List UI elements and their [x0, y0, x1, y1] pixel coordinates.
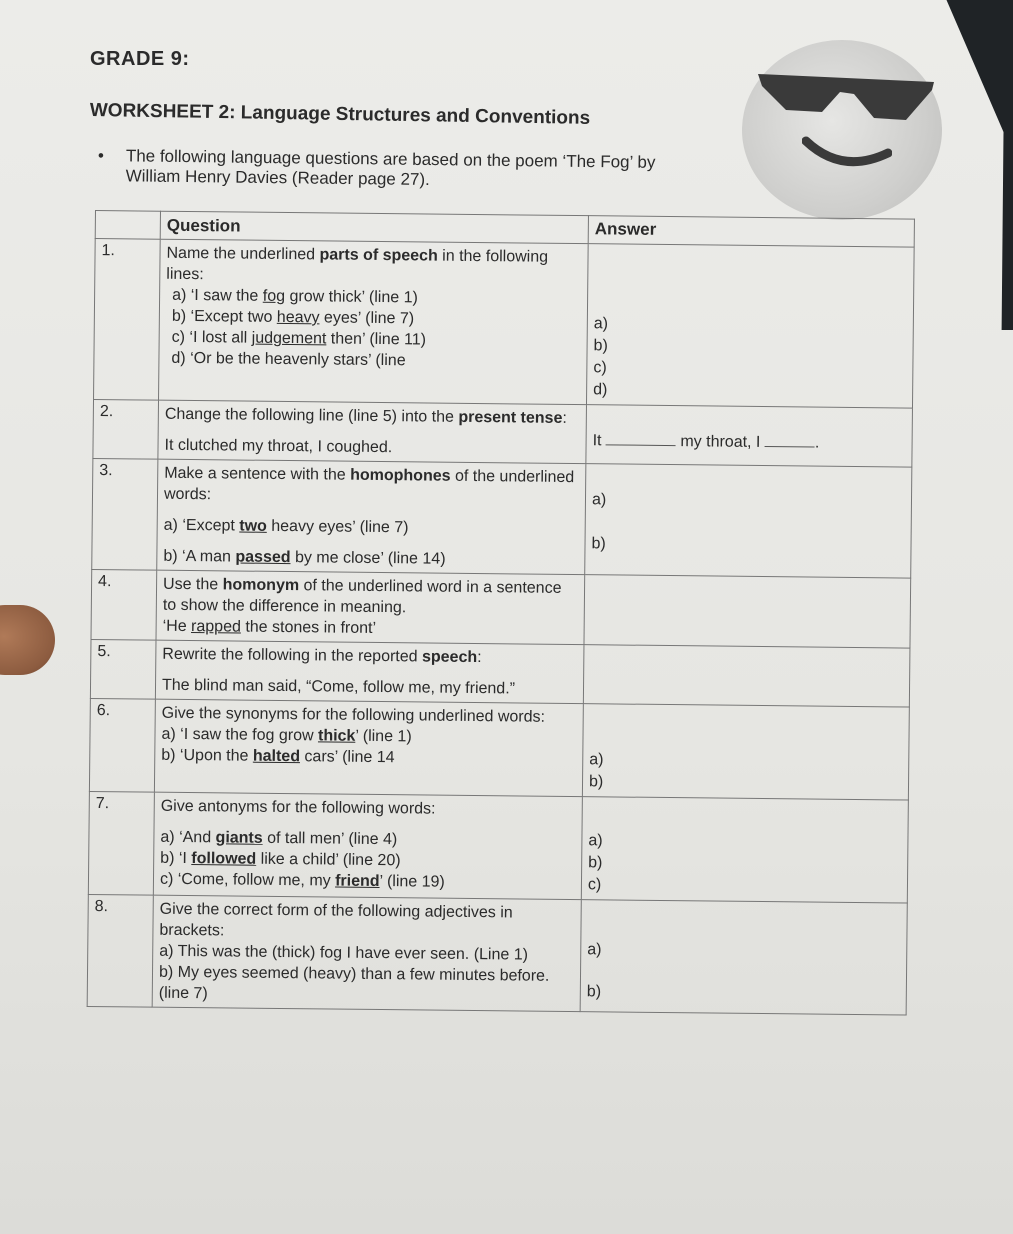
quote-line: ‘He rapped the stones in front’: [162, 617, 377, 637]
question-text: Name the underlined parts of speech in the following lines: a) ‘I saw the fog grow thick’ (line 1) b) ‘Except two heavy eyes’ (line 7) c) ‘I lost all judgement then’ (line 11) d) ‘Or be the heavenly stars’ (line: [159, 239, 589, 404]
answer-cell[interactable]: [581, 797, 908, 903]
answer-label: a): [587, 941, 602, 959]
question-number: 5.: [90, 639, 156, 699]
source-line: It clutched my throat, I coughed.: [164, 436, 393, 457]
answer-label: a): [591, 491, 607, 509]
question-text: Make a sentence with the homophones of the underlined words: a) ‘Except two heavy eyes’ (line 7) b) ‘A man passed by me close’ (line 14): [157, 459, 586, 574]
sub-question-a: a) ‘And giants of tall men’ (line 4): [160, 828, 398, 849]
source-line: The blind man said, “Come, follow me, my friend.”: [161, 676, 516, 698]
sub-question-a: a) ‘Except two heavy eyes’ (line 7): [163, 516, 409, 537]
answer-label: b): [588, 854, 603, 872]
sub-question-b: b) ‘A man passed by me close’ (line 14): [163, 547, 446, 568]
bullet-icon: •: [97, 145, 104, 166]
answer-cell[interactable]: [584, 575, 911, 648]
answer-cell[interactable]: It my throat, I .: [586, 405, 913, 467]
sub-question-c: c) ‘Come, follow me, my friend’ (line 19): [159, 870, 445, 891]
question-number: 8.: [87, 894, 153, 1007]
question-text: Give antonyms for the following words: a) ‘And giants of tall men’ (line 4) b) ‘I followed like a child’ (line 20) c) ‘Come, follow me, my friend’ (line 19): [153, 792, 582, 899]
answer-label: a): [588, 832, 603, 850]
question-header: Question: [160, 211, 588, 243]
question-row-2: [93, 399, 913, 467]
answer-cell[interactable]: [586, 244, 914, 408]
answer-cell[interactable]: [580, 900, 907, 1015]
answer-label: c): [593, 359, 607, 377]
sub-question-d: d) ‘Or be the heavenly stars’ (line: [171, 349, 406, 370]
sub-question-b: b) ‘Upon the halted cars’ (line 14: [161, 746, 395, 767]
question-text: Rewrite the following in the reported speech: The blind man said, “Come, follow me, my friend.”: [155, 640, 584, 703]
sub-question-c: c) ‘I lost all judgement then’ (line 11): [171, 328, 427, 349]
worksheet-title: WORKSHEET 2: Language Structures and Conventions: [89, 100, 591, 129]
question-number: 2.: [93, 399, 159, 459]
answer-label: d): [593, 381, 608, 399]
question-row-6: [89, 698, 909, 800]
answer-label: c): [587, 876, 602, 894]
question-row-8: [87, 894, 907, 1015]
answer-label: b): [591, 535, 606, 553]
sunglasses-emoji-icon: [742, 40, 942, 220]
question-number: 6.: [89, 698, 155, 792]
sub-question-a: a) ‘I saw the fog grow thick’ (line 1): [172, 286, 418, 307]
sub-question-b: b) My eyes seemed (heavy) than a few minutes before. (line 7): [158, 963, 550, 1003]
sunglasses-icon: [756, 68, 936, 126]
question-text: Change the following line (line 5) into the present tense: It clutched my throat, I coughed.: [158, 400, 587, 463]
question-row-1: [94, 239, 915, 409]
answer-label: b): [586, 983, 602, 1001]
question-row-5: [90, 639, 910, 707]
smile-icon: [802, 135, 892, 175]
thumb: [0, 605, 55, 675]
sub-question-a: a) ‘I saw the fog grow thick’ (line 1): [161, 725, 412, 746]
answer-blank[interactable]: [765, 432, 815, 448]
question-number: 3.: [92, 458, 158, 570]
answer-label: b): [588, 773, 604, 791]
grade-heading: GRADE 9:: [90, 48, 190, 70]
sub-question-a: a) This was the (thick) fog I have ever seen. (Line 1): [159, 942, 529, 964]
question-number: 4.: [91, 569, 157, 640]
sub-question-b: b) ‘Except two heavy eyes’ (line 7): [171, 307, 415, 328]
intro-text: The following language questions are based on the poem ‘The Fog’ by William Henry Davies (Reader page 27).: [125, 146, 656, 190]
answer-label: b): [593, 337, 608, 355]
answer-label: a): [593, 315, 609, 333]
question-table: [87, 210, 915, 1016]
question-row-4: [91, 569, 911, 648]
question-row-7: [88, 791, 908, 903]
question-row-3: [92, 458, 912, 578]
question-number: 1.: [94, 239, 161, 401]
question-text: Use the homonym of the underlined word in a sentence to show the difference in meaning. ‘He rapped the stones in front’: [156, 570, 585, 644]
answer-cell[interactable]: [582, 704, 909, 800]
sub-question-b: b) ‘I followed like a child’ (line 20): [160, 849, 401, 870]
answer-blank[interactable]: [606, 430, 676, 446]
intro: [97, 145, 710, 193]
answer-label: a): [589, 751, 604, 769]
answer-header: Answer: [588, 216, 914, 247]
question-text: Give the synonyms for the following underlined words: a) ‘I saw the fog grow thick’ (line 1) b) ‘Upon the halted cars’ (line 14: [154, 699, 583, 796]
question-number: 7.: [88, 791, 154, 895]
answer-cell[interactable]: [583, 645, 910, 707]
answer-cell[interactable]: [585, 464, 912, 578]
question-text: Give the correct form of the following adjectives in brackets: a) This was the (thick) fog I have ever seen. (Line 1) b) My eyes seemed (heavy) than a few minutes before. (line 7): [152, 895, 581, 1011]
